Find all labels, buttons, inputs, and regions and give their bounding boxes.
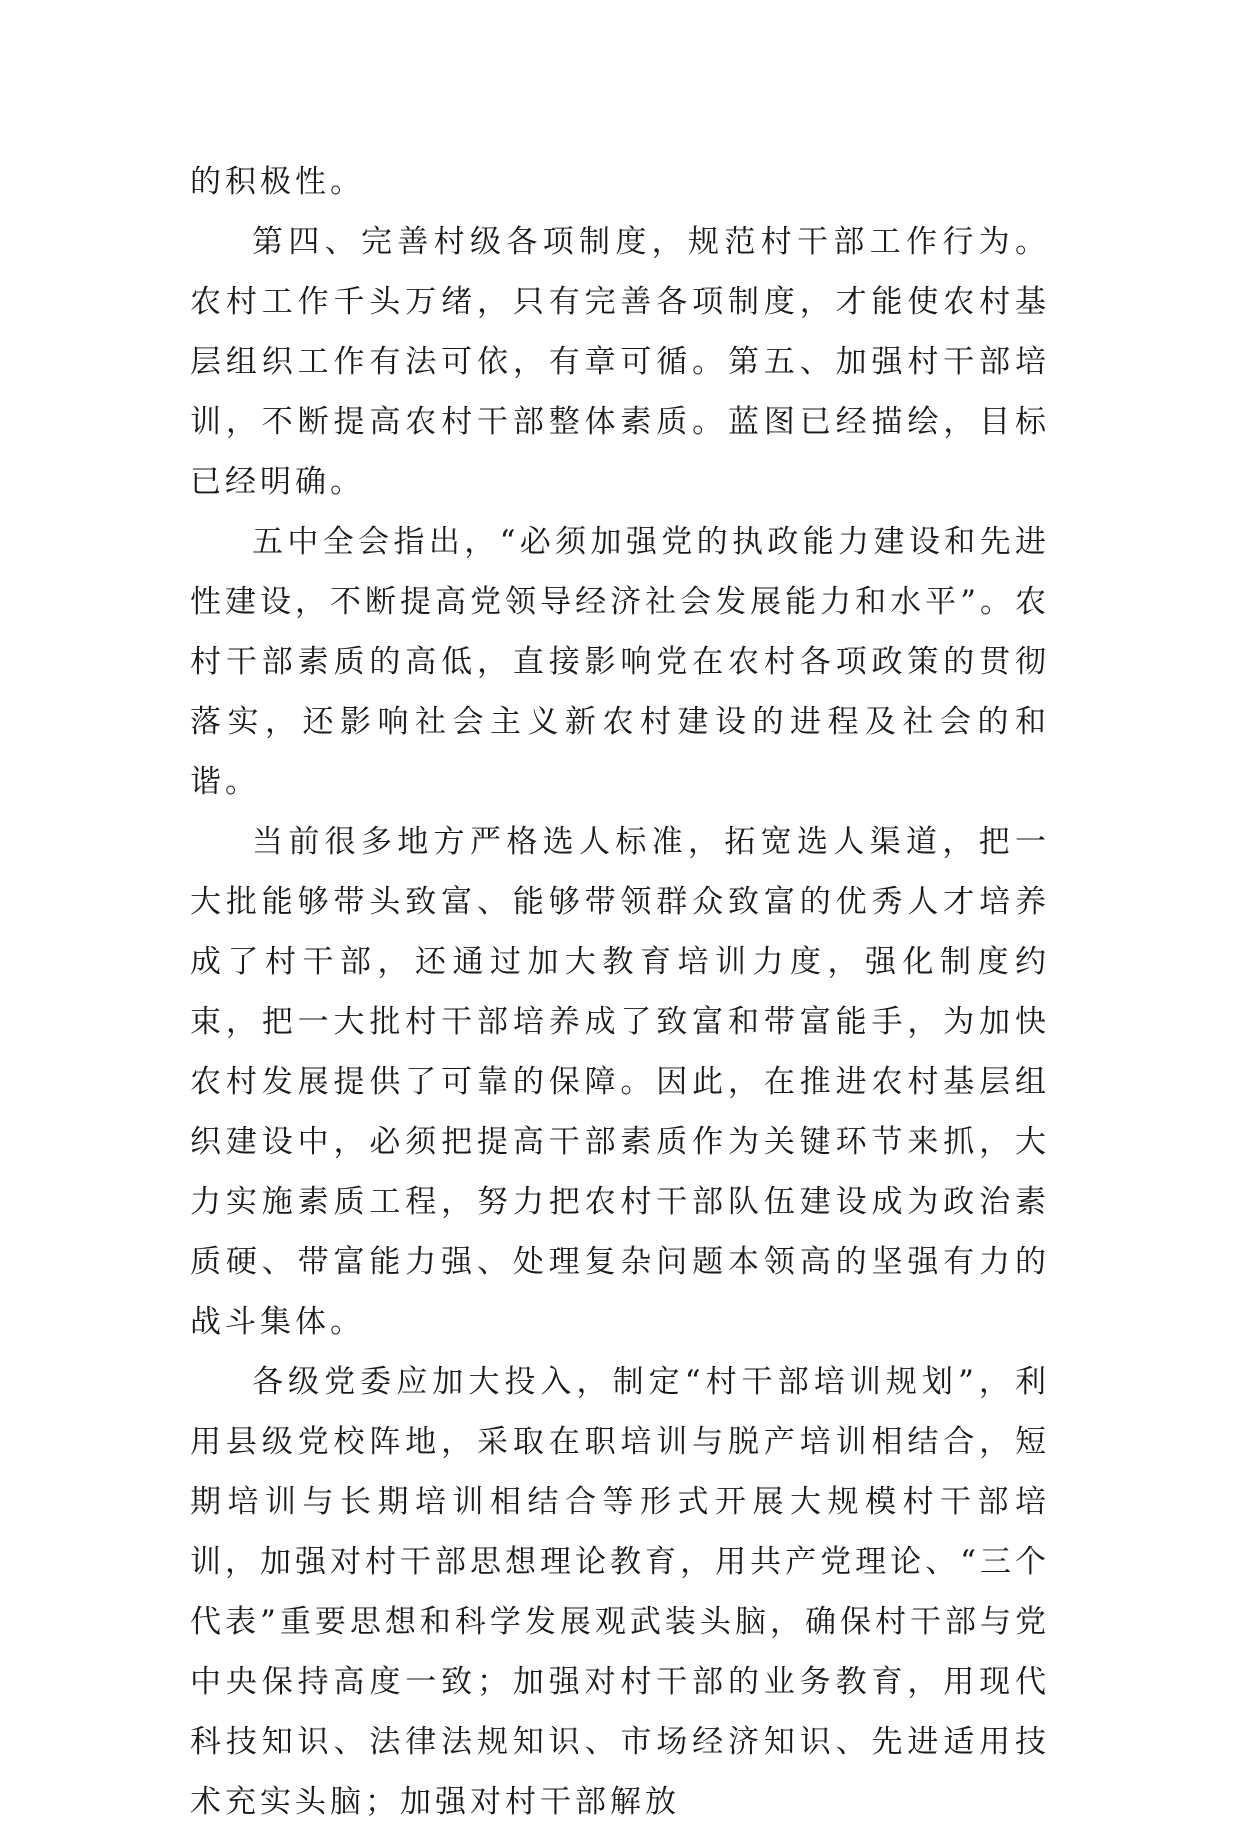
paragraph-fourth-point: 第四、完善村级各项制度，规范村干部工作行为。农村工作千头万绪，只有完善各项制度，才能使农村基层组织工作有法可依，有章可循。第五、加强村干部培训，不断提高农村干部整体素质。蓝图已经描绘，目标已经明确。: [190, 224, 1050, 500]
document-body: [190, 152, 1050, 1832]
paragraph-fifth-plenum: 五中全会指出，“必须加强党的执政能力建设和先进性建设，不断提高党领导经济社会发展能力和水平”。农村干部素质的高低，直接影响党在农村各项政策的贯彻落实，还影响社会主义新农村建设的进程及社会的和谐。: [190, 524, 1050, 800]
paragraph-continuation: 的积极性。: [190, 164, 365, 200]
paragraph-current-practice: 当前很多地方严格选人标准，拓宽选人渠道，把一大批能够带头致富、能够带领群众致富的优秀人才培养成了村干部，还通过加大教育培训力度，强化制度约束，把一大批村干部培养成了致富和带富能手，为加快农村发展提供了可靠的保障。因此，在推进农村基层组织建设中，必须把提高干部素质作为关键环节来抓，大力实施素质工程，努力把农村干部队伍建设成为政治素质硬、带富能力强、处理复杂问题本领高的坚强有力的战斗集体。: [190, 824, 1050, 1340]
paragraph-party-committees: 各级党委应加大投入，制定“村干部培训规划”，利用县级党校阵地，采取在职培训与脱产培训相结合，短期培训与长期培训相结合等形式开展大规模村干部培训，加强对村干部思想理论教育，用共产党理论、“三个代表”重要思想和科学发展观武装头脑，确保村干部与党中央保持高度一致；加强对村干部的业务教育，用现代科技知识、法律法规知识、市场经济知识、先进适用技术充实头脑；加强对村干部解放: [190, 1364, 1050, 1820]
